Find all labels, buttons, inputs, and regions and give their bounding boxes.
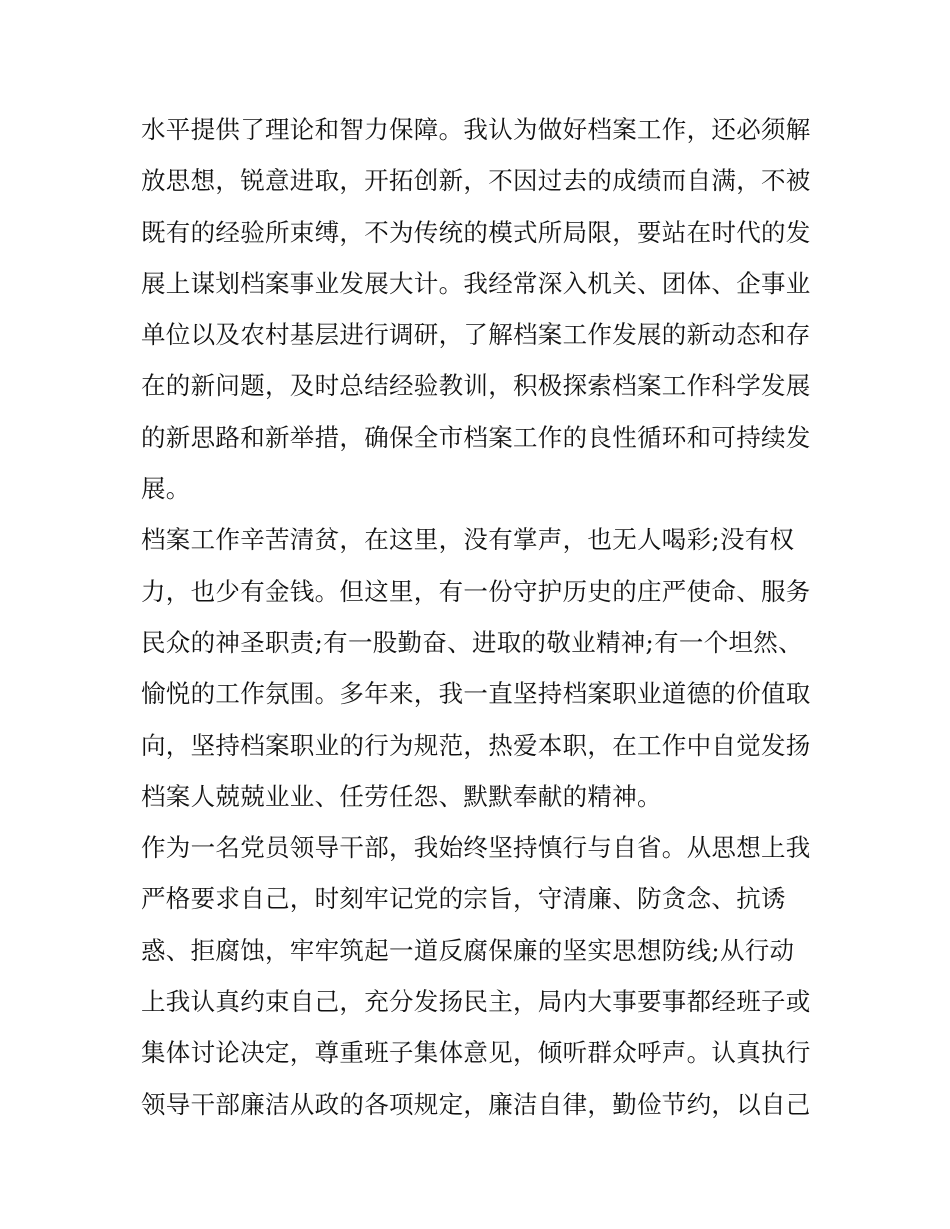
text-line: 领导干部廉洁从政的各项规定，廉洁自律，勤俭节约，以自己 [141,1089,811,1119]
text-line: 既有的经验所束缚，不为传统的模式所局限，要站在时代的发 [141,217,811,247]
text-line: 上我认真约束自己，充分发扬民主，局内大事要事都经班子或 [141,987,811,1017]
text-line: 愉悦的工作氛围。多年来，我一直坚持档案职业道德的价值取 [141,679,811,709]
text-line: 惑、拒腐蚀，牢牢筑起一道反腐保廉的坚实思想防线;从行动 [141,935,795,965]
text-line: 放思想，锐意进取，开拓创新，不因过去的成绩而自满，不被 [141,166,811,196]
body-text [141,104,821,1130]
text-line: 民众的神圣职责;有一股勤奋、进取的敬业精神;有一个坦然、 [141,627,803,657]
text-line: 作为一名党员领导干部，我始终坚持慎行与自省。从思想上我 [141,833,811,863]
text-line: 力，也少有金钱。但这里，有一份守护历史的庄严使命、服务 [141,576,811,606]
text-line: 向，坚持档案职业的行为规范，热爱本职，在工作中自觉发扬 [141,730,811,760]
text-line: 单位以及农村基层进行调研，了解档案工作发展的新动态和存 [141,320,811,350]
text-line: 展上谋划档案事业发展大计。我经常深入机关、团体、企事业 [141,268,811,298]
text-line: 在的新问题，及时总结经验教训，积极探索档案工作科学发展 [141,371,811,401]
text-line: 档案工作辛苦清贫，在这里，没有掌声，也无人喝彩;没有权 [141,525,795,555]
text-line: 严格要求自己，时刻牢记党的宗旨，守清廉、防贪念、抗诱 [141,884,786,914]
text-line: 集体讨论决定，尊重班子集体意见，倾听群众呼声。认真执行 [141,1038,811,1068]
text-line: 档案人兢兢业业、任劳任怨、默默奉献的精神。 [141,781,662,811]
text-line: 的新思路和新举措，确保全市档案工作的良性循环和可持续发 [141,422,811,452]
text-line: 水平提供了理论和智力保障。我认为做好档案工作，还必须解 [141,115,811,144]
text-line: 展。 [141,474,191,504]
